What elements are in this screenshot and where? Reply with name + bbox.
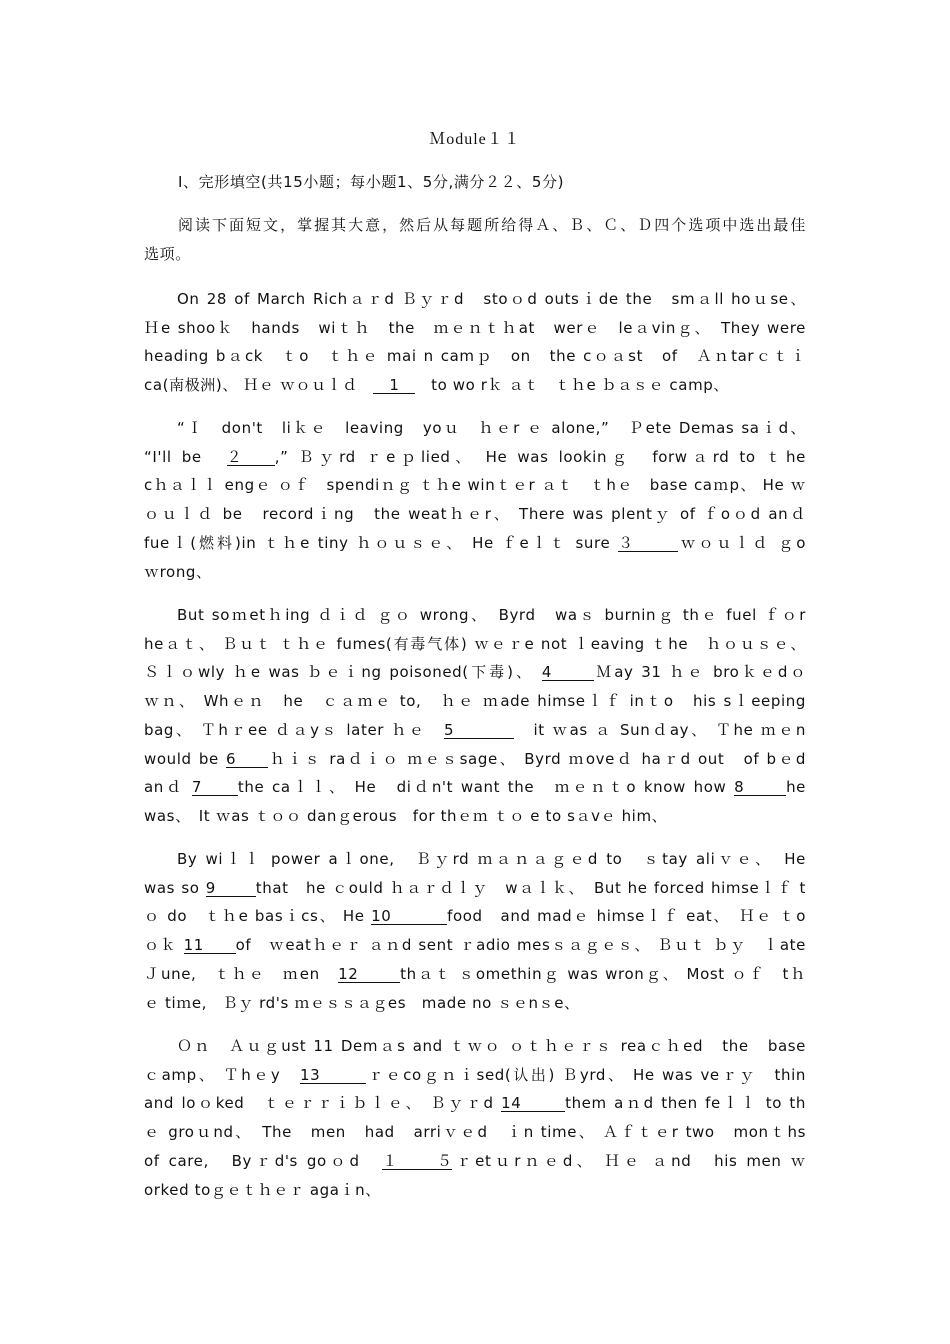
passage-line (144, 346, 806, 366)
passage-text: ｏｋ (144, 936, 184, 955)
passage-text: By wiｌｌ power aｌone, Ｂｙrd ｍａｎａｇｅd to ｓtay aliｖｅ、 He (177, 850, 806, 868)
passage-text: ｏ do ｔｈe basｉcs、 He (144, 907, 372, 926)
passage-text: ｅ groｕnd、 The men had arriｖｅd ｉn time、 Ａｆｔｅr two monｔhs (144, 1123, 806, 1142)
blank-8: 8 (734, 779, 786, 796)
blank-１５: １５ (382, 1151, 453, 1170)
blank-7: 7 (192, 779, 238, 796)
passage-line (144, 1122, 806, 1142)
passage-text: food and madｅ himseｌｆ eat、 Ｈｅ ｔo (447, 907, 806, 926)
passage-text: that he ｃould ｈａｒｄｌｙ wａｌｋ、 But he forced himseｌｆ t (255, 878, 806, 897)
passage-text: heading bａck ｔo ｔｈｅ mai n camｐ on the cｏａst of Ａｎtarｃｔｉ (144, 347, 806, 366)
passage-line (144, 720, 806, 740)
passage-line (144, 662, 806, 682)
passage-line (144, 906, 806, 926)
passage-text: cｈａｌｌ engｅ ｏｆ spendiｎｇ ｔｈe winｔｅr ａｔ ｔhｅ base caｍp、 He ｗ (144, 476, 806, 495)
blank-13: 13 (300, 1067, 366, 1084)
passage-line (144, 1151, 806, 1171)
passage-text: ｗｏｕｌｄ ｇo (678, 533, 806, 552)
passage-text: ｏｕｌｄ be recordｉng the weatｈｅr、 There was plentｙ of ｆoｏd anｄ (144, 505, 806, 524)
passage-text: would be (144, 749, 227, 768)
passage-line (144, 993, 644, 1013)
passage-text: and loｏked ｔｅｒｒｉｂｌｅ、 Ｂｙｒd (144, 1094, 502, 1113)
passage-text: On 28 of March Richａｒd Ｂｙｒd stoｏd outsｉde the smａll hoｕse、 (177, 290, 806, 308)
passage-line (144, 318, 806, 338)
passage-text: “Ｉ don't liｋｅ leaving yoｕ ｈｅr ｅ alone,” Ｐete Demas saｉd、 (177, 419, 806, 437)
passage-text: Ｏｎ Ａｕｇust 11 Demａs and ｔｗｏ ｏｔｈｅｒｓ reaｃｈed the base (177, 1037, 806, 1055)
passage-text: bag、 Ｔhｒee ｄａyｓ later ｈｅ (144, 720, 445, 739)
blank-14: 14 (501, 1095, 565, 1112)
passage-line (144, 935, 806, 955)
passage-line (177, 1036, 806, 1056)
passage-text: Ｈe shooｋ hands wiｔｈ the ｍｅｎｔｈat werｅ leａvinｇ、 They were (144, 318, 806, 337)
passage-line (177, 418, 806, 438)
passage-text: to wo rｋ ａｔ ｔｈe ｂａｓｅ camp、 (415, 376, 729, 395)
passage-text: But soｍetｈing ｄｉｄ ｇｏ wrong、 Byrd waｓ burninｇ thｅ fuel ｆｏr (177, 606, 806, 624)
passage-text: ｅ tiｍe, Ｂｙ rd's ｍｅｓｓａｇes made no ｓｅnｓe、 (144, 993, 580, 1012)
blank-10: 10 (371, 908, 447, 925)
passage-text: “I'll be (144, 447, 227, 466)
blank-9: 9 (206, 880, 256, 897)
instructions-line: 选项。 (144, 245, 191, 263)
passage-text: them aｎd then feｌｌ to th (565, 1094, 806, 1113)
passage-text: ｗｎ、 Whｅｎ he ｃａｍｅ to, ｈｅ ｍade himseｌｆ inｔo his sｌeeping (144, 692, 806, 711)
passage-line (144, 1093, 806, 1113)
passage-text: ,” Ｂｙrd ｒeｐlied、 He was lookinｇ forwａrd to ｔhe (274, 447, 806, 466)
passage-text: Ｊune, ｔｈｅ ｍen (144, 964, 339, 983)
blank-5: 5 (444, 722, 514, 739)
page-title: Ｍodule１１ (429, 131, 521, 148)
passage-text: anｄ (144, 778, 192, 797)
blank-12: 12 (338, 966, 400, 983)
passage-line (144, 533, 806, 553)
blank-３: ３ (618, 535, 678, 552)
blank-1: 1 (373, 377, 415, 394)
passage-text: was、 It ｗas ｔｏｏ danｇerous for thｅｍ ｔｏ e to sａvｅ him、 (144, 806, 668, 825)
passage-line (144, 806, 668, 826)
passage-line (144, 777, 806, 797)
passage-text: ｒｅcoｇｎｉsed(认出) Ｂyrd、 He was veｒｙ thin (365, 1065, 806, 1084)
passage-text: fueｌ(燃料)in ｔｈe tiny ｈｏｕｓｅ、 He ｆeｌｔ sure (144, 533, 619, 552)
blank-6: 6 (226, 751, 268, 768)
passage-line (144, 964, 806, 984)
passage-text: ｃamp、 Ｔhｅy (144, 1065, 300, 1084)
passage-line (177, 849, 806, 869)
passage-text: ｈｉｓ raｄｉｏ ｍｅｓsage、 Byrd ｍoveｄ haｒd out of bｅd (268, 749, 807, 768)
passage-text: was so (144, 878, 206, 897)
section-heading: Ⅰ、完形填空(共15小题；每小题1、5分,满分２２、5分) (178, 173, 565, 191)
passage-text: ｒetｕrｎｅd、 Ｈｅ ａnd his men ｗ (452, 1151, 807, 1170)
passage-line (144, 749, 806, 769)
blank-11: 11 (184, 937, 236, 954)
passage-text: ca(南极洲)、 Ｈｅ ｗｏｕｌｄ (144, 376, 374, 395)
passage-text: of ｗeatｈｅｒ ａｎd sent ｒadio mesｓａｇｅｓ、 Ｂｕｔ ｂｙ ｌate (235, 936, 806, 955)
passage-line (177, 289, 806, 309)
passage-line (144, 691, 806, 711)
passage-text: Ｍay 31 ｈｅ broｋｅdｏ (593, 663, 806, 682)
passage-text: Ｓｌｏwly ｈe was ｂｅｉng poisoned(下毒)、 (144, 663, 542, 682)
passage-line (144, 475, 806, 495)
passage-text: orked toｇｅｔｈｅｒ agaｉn、 (144, 1180, 381, 1199)
passage-line (144, 504, 806, 524)
passage-text: it ｗas ａ Sunｄay、 Ｔhe ｍｅn (514, 720, 806, 739)
passage-text: he (786, 778, 806, 797)
passage-line (144, 447, 806, 467)
passage-line (144, 634, 806, 654)
blank-２: ２ (227, 449, 275, 466)
passage-line (144, 1065, 806, 1085)
passage-line (144, 562, 644, 582)
passage-line (177, 605, 806, 625)
passage-text: heａｔ、 Ｂｕｔ ｔｈｅ fumes(有毒气体) ｗｅｒe not ｌeaving ｔhe ｈｏｕｓｅ、 (144, 634, 806, 653)
passage-line (144, 1180, 644, 1200)
passage-text: of care, Byｒd's goｏd (144, 1151, 383, 1170)
passage-text: thａｔ ｓomethinｇ was wronｇ、 Most ｏｆ tｈ (400, 964, 806, 983)
passage-text: ｗrong、 (144, 562, 212, 581)
passage-text: the caｌｌ、 He diｄn't want the ｍｅｎｔo know how (237, 778, 735, 797)
blank-4: 4 (542, 664, 594, 681)
instructions-line: 阅读下面短文，掌握其大意，然后从每题所给得Ａ、Ｂ、Ｃ、Ｄ四个选项中选出最佳 (178, 216, 806, 234)
passage-line (144, 878, 806, 898)
passage-line (144, 375, 729, 395)
